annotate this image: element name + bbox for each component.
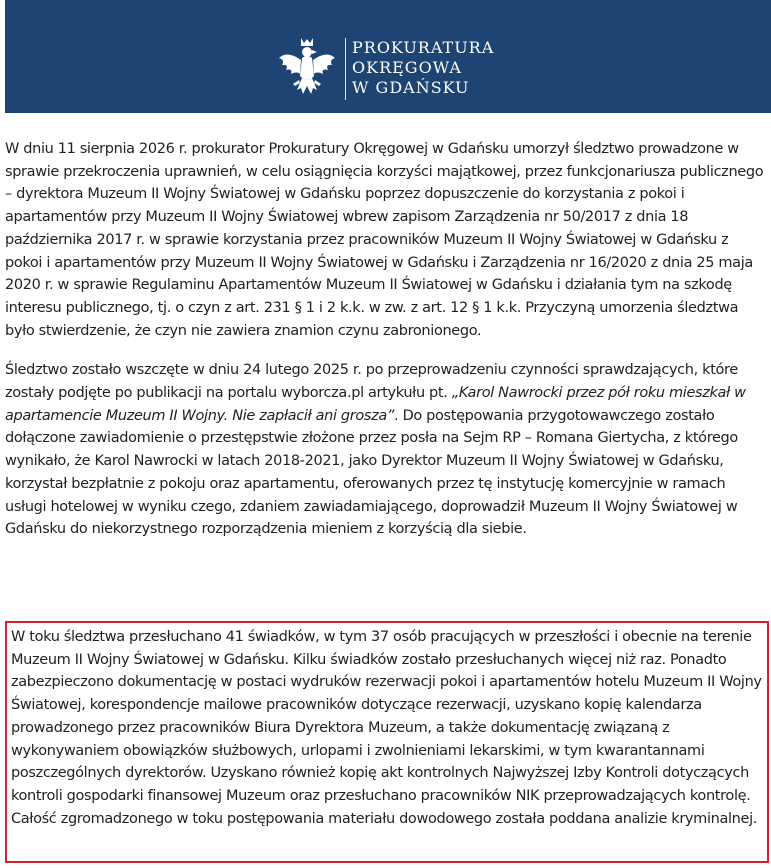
article-title: „Karol Nawrocki przez pół roku mieszkał w apartamencie Muzeum II Wojny. Nie zapłacił ani grosza” bbox=[5, 385, 746, 424]
site-header bbox=[5, 0, 771, 113]
header-divider bbox=[345, 38, 346, 100]
paragraph-2-rest: . Do postępowania przygotowawczego zostało dołączone zawiadomienie o przestępstwie złożone przez posła na Sejm RP – Romana Giertycha, z którego wynikało, że Karol Nawrocki w latach 2018-2021, jako Dyrektor Muzeum II Wojny Światowej w Gdańsku, korzystał bezpłatnie z pokoju oraz apartamentu, oferowanych przez tę instytucję komercyjnie w ramach usługi hotelowej w wyniku czego, zdaniem zawiadamiającego, doprowadził Muzeum II Wojny Światowej w Gdańsku do niekorzystnego rozporządzenia mieniem z korzyścią dla siebie. bbox=[5, 407, 738, 538]
org-name bbox=[352, 38, 494, 98]
paragraph-2 bbox=[5, 359, 769, 541]
org-name-line-2: OKRĘGOWA bbox=[352, 58, 462, 77]
paragraph-2-intro: Śledztwo zostało wszczęte w dniu 24 lutego 2025 r. po przeprowadzeniu czynności sprawdzających, które zostały podjęte po publikacji na portalu wyborcza.pl artykułu pt. bbox=[5, 362, 738, 402]
org-name-line-3: W GDAŃSKU bbox=[352, 78, 470, 97]
highlighted-paragraph-box bbox=[5, 621, 769, 863]
paragraph-1: W dniu 11 sierpnia 2026 r. prokurator Prokuratury Okręgowej w Gdańsku umorzył śledztwo prowadzone w sprawie przekroczenia uprawnień, w celu osiągnięcia korzyści majątkowej, przez funkcjonariusza publicznego – dyrektora Muzeum II Wojny Światowej w Gdańsku poprzez dopuszczenie do korzystania z pokoi i apartamentów przy Muzeum II Wojny Światowej wbrew zapisom Zarządzenia nr 50/2017 z dnia 18 października 2017 r. w sprawie korzystania przez pracowników Muzeum II Wojny Światowej w Gdańsku z pokoi i apartamentów przy Muzeum II Wojny Światowej w Gdańsku i Zarządzenia nr 16/2020 z dnia 25 maja 2020 r. w sprawie Regulaminu Apartamentów Muzeum II Światowej w Gdańsku i działania tym na szkodę interesu publicznego, tj. o czyn z art. 231 § 1 i 2 k.k. w zw. z art. 12 § 1 k.k. Przyczyną umorzenia śledztwa było stwierdzenie, że czyn nie zawiera znamion czynu zabronionego. bbox=[5, 141, 764, 339]
article-body bbox=[5, 138, 769, 541]
org-name-line-1: PROKURATURA bbox=[352, 38, 495, 57]
white-eagle-icon bbox=[277, 36, 337, 100]
paragraph-3: W toku śledztwa przesłuchano 41 świadków, w tym 37 osób pracujących w przeszłości i obecnie na terenie Muzeum II Wojny Światowej w Gdańsku. Kilku świadków zostało przesłuchanych więcej niż raz. Ponadto zabezpieczono dokumentację w postaci wydruków rezerwacji pokoi i apartamentów hotelu Muzeum II Wojny Światowej, korespondencje mailowe pracowników dotyczące rezerwacji, uzyskano kopię kalendarza prowadzonego przez pracowników Biura Dyrektora Muzeum, a także dokumentację związaną z wykonywaniem obowiązków służbowych, urlopami i zwolnieniami lekarskimi, w tym kwarantannami poszczególnych dyrektorów. Uzyskano również kopię akt kontrolnych Najwyższej Izby Kontroli dotyczących kontroli gospodarki finansowej Muzeum oraz przesłuchano pracowników NIK przeprowadzających kontrolę. Całość zgromadzonego w toku postępowania materiału dowodowego została poddana analizie kryminalnej. bbox=[11, 629, 762, 827]
